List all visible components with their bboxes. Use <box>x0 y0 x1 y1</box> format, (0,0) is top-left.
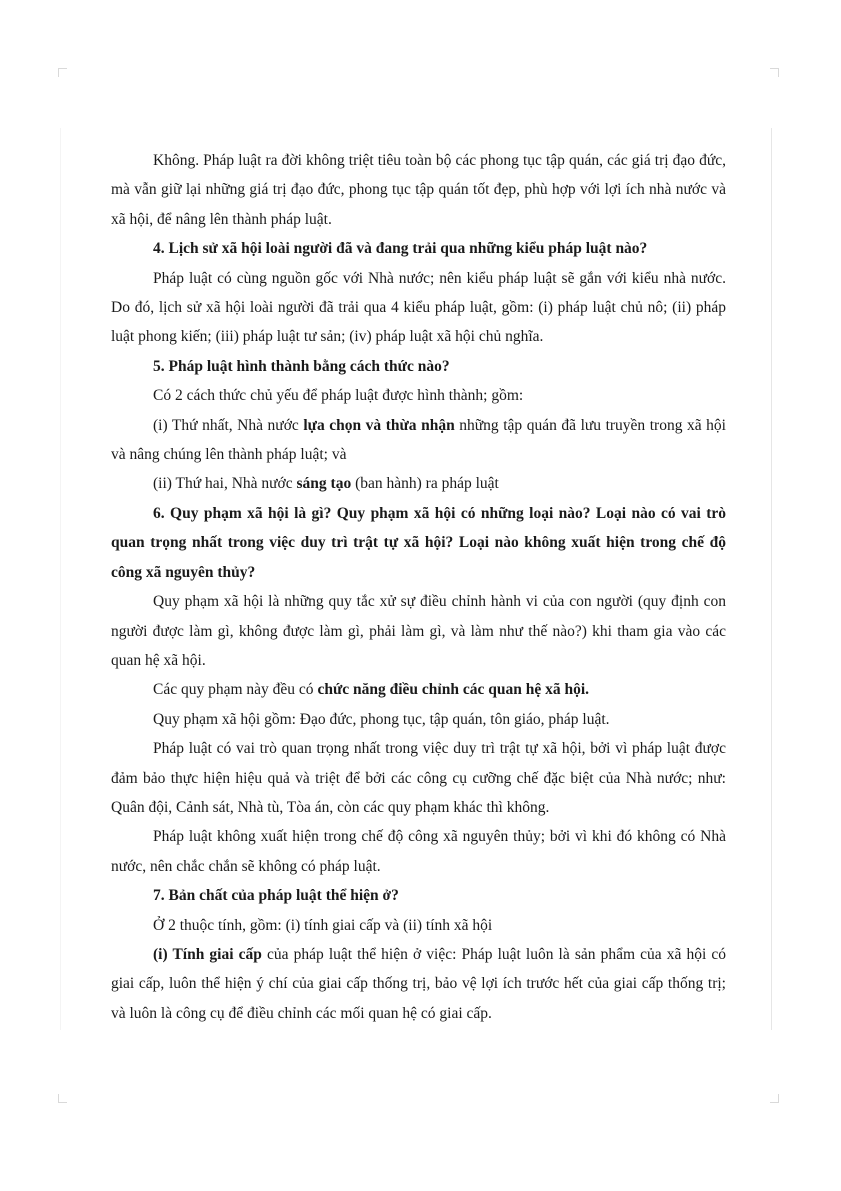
page-corner-mark <box>58 1094 67 1103</box>
bold-phrase: (i) Tính giai cấp <box>153 945 262 963</box>
page-corner-mark <box>58 68 67 77</box>
answer-paragraph: Không. Pháp luật ra đời không triệt tiêu toàn bộ các phong tục tập quán, các giá trị đạo đức, mà vẫn giữ lại những giá trị đạo đức, phong tục tập quán tốt đẹp, phù hợp với lợi ích nhà nước và xã hội, để nâng lên thành pháp luật. <box>111 152 726 228</box>
answer-paragraph: Có 2 cách thức chủ yếu để pháp luật được hình thành; gồm: <box>153 387 524 405</box>
answer-paragraph: Quy phạm xã hội là những quy tắc xử sự điều chỉnh hành vi của con người (quy định con người được làm gì, không được làm gì, phải làm gì, và làm như thế nào?) khi tham gia vào các quan hệ xã hội. <box>111 593 726 669</box>
paragraph-text: những tập quán đã lưu truyền trong xã hội và nâng chúng lên thành pháp luật; và <box>111 416 726 464</box>
answer-paragraph <box>111 469 726 498</box>
answer-paragraph: Pháp luật có vai trò quan trọng nhất trong việc duy trì trật tự xã hội, bởi vì pháp luật được đảm bảo thực hiện hiệu quả và triệt để bởi các công cụ cưỡng chế đặc biệt của Nhà nước; như: Quân đội, Cảnh sát, Nhà tù, Tòa án, còn các quy phạm khác thì không. <box>111 740 726 816</box>
paragraph-text: (ban hành) ra pháp luật <box>351 475 499 493</box>
bold-phrase: lựa chọn và thừa nhận <box>303 416 455 434</box>
answer-paragraph: Pháp luật không xuất hiện trong chế độ công xã nguyên thủy; bởi vì khi đó không có Nhà nước, nên chắc chắn sẽ không có pháp luật. <box>111 828 726 875</box>
page-corner-mark <box>770 68 779 77</box>
answer-paragraph: Pháp luật có cùng nguồn gốc với Nhà nước; nên kiểu pháp luật sẽ gắn với kiểu nhà nước. Do đó, lịch sử xã hội loài người đã trải qua 4 kiểu pháp luật, gồm: (i) pháp luật chủ nô; (ii) pháp luật phong kiến; (iii) pháp luật tư sản; (iv) pháp luật xã hội chủ nghĩa. <box>111 269 726 346</box>
document-body <box>111 146 726 1028</box>
bold-phrase: sáng tạo <box>296 475 352 493</box>
question-heading: 4. Lịch sử xã hội loài người đã và đang trải qua những kiểu pháp luật nào? <box>153 240 648 258</box>
answer-paragraph <box>111 675 726 704</box>
answer-paragraph: Ở 2 thuộc tính, gồm: (i) tính giai cấp và (ii) tính xã hội <box>153 916 493 934</box>
page-edge <box>60 128 61 1030</box>
paragraph-text: (i) Thứ nhất, Nhà nước <box>153 416 304 434</box>
answer-paragraph: Quy phạm xã hội gồm: Đạo đức, phong tục, tập quán, tôn giáo, pháp luật. <box>153 710 610 728</box>
question-heading: 7. Bản chất của pháp luật thể hiện ở? <box>153 887 399 905</box>
page-corner-mark <box>770 1094 779 1103</box>
question-heading: 6. Quy phạm xã hội là gì? Quy phạm xã hội có những loại nào? Loại nào có vai trò quan trọng nhất trong việc duy trì trật tự xã hội? Loại nào không xuất hiện trong chế độ công xã nguyên thủy? <box>111 504 726 581</box>
page-edge <box>771 128 772 1030</box>
answer-paragraph <box>111 411 726 470</box>
paragraph-text: (ii) Thứ hai, Nhà nước <box>153 475 297 493</box>
paragraph-text: của pháp luật thể hiện ở việc: Pháp luật luôn là sản phẩm của xã hội có giai cấp, luôn thể hiện ý chí của giai cấp thống trị, bảo vệ lợi ích trước hết của giai cấp thống trị; và luôn là công cụ để điều chỉnh các mối quan hệ có giai cấp. <box>111 945 726 1022</box>
question-heading: 5. Pháp luật hình thành bằng cách thức nào? <box>153 357 450 375</box>
paragraph-text: Các quy phạm này đều có <box>153 681 318 699</box>
bold-phrase: chức năng điều chỉnh các quan hệ xã hội. <box>317 681 590 699</box>
answer-paragraph <box>111 940 726 1028</box>
